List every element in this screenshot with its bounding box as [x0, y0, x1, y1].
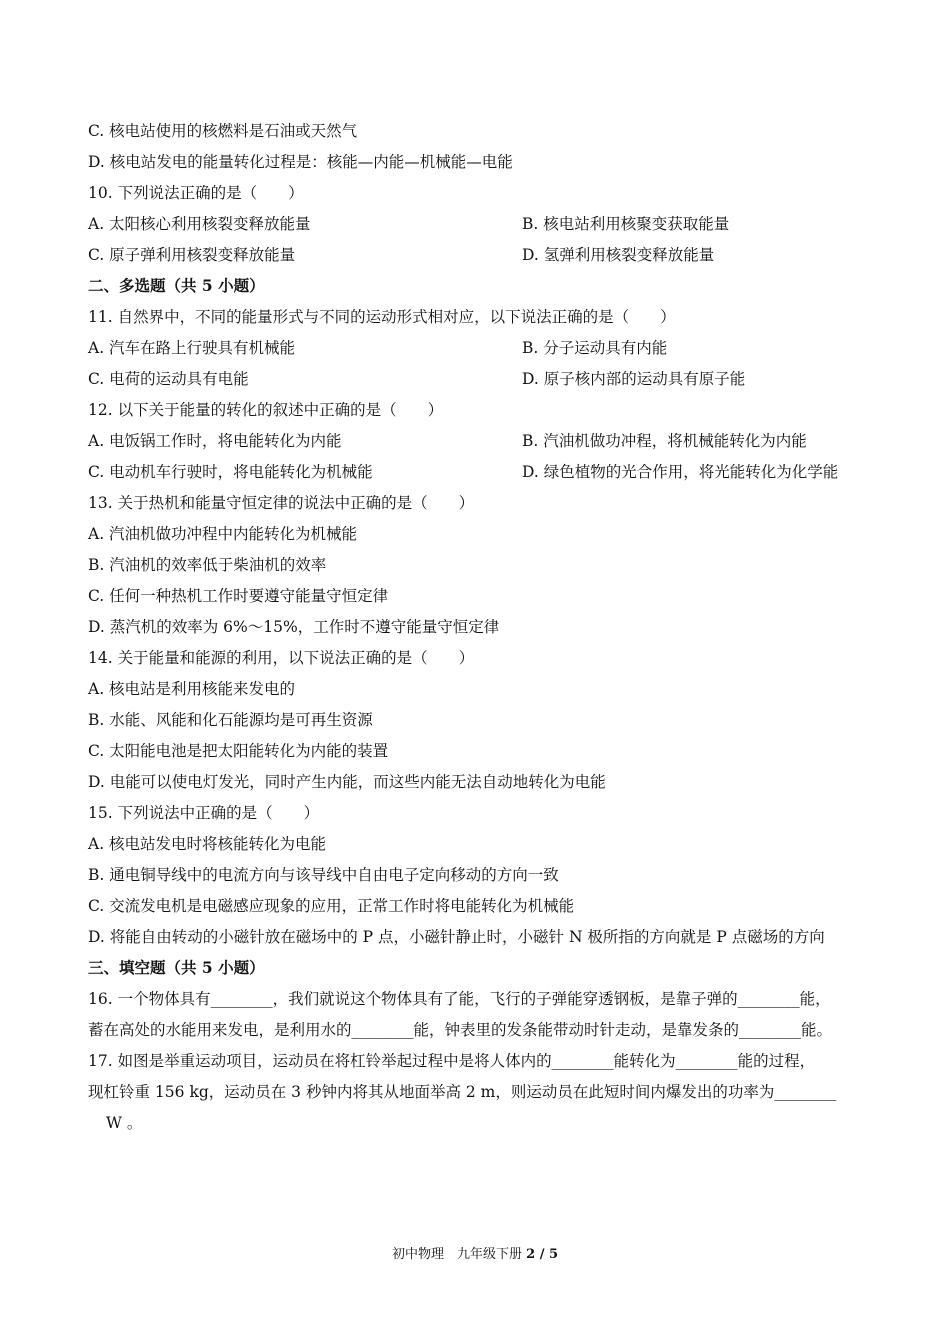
- section-heading-multiple-choice: 二、多选题（共 5 小题）: [88, 276, 265, 295]
- q11-options-cd: [88, 369, 746, 389]
- q13-option-a: A. 汽油机做功冲程中内能转化为机械能: [88, 525, 358, 543]
- q15-option-d: D. 将能自由转动的小磁针放在磁场中的 P 点，小磁针静止时，小磁针 N 极所指的方向就是 P 点磁场的方向: [88, 928, 825, 946]
- q15-option-a: A. 核电站发电时将核能转化为电能: [88, 835, 327, 853]
- q13-option-d: D. 蒸汽机的效率为 6%～15%，工作时不遵守能量守恒定律: [88, 618, 500, 636]
- q11-option-b: B. 分子运动具有内能: [522, 339, 668, 357]
- q13-option-c: C. 任何一种热机工作时要遵守能量守恒定律: [88, 587, 389, 605]
- q14-option-b: B. 水能、风能和化石能源均是可再生资源: [88, 711, 373, 729]
- q12-options-cd: [88, 462, 839, 482]
- q12-options-ab: [88, 431, 807, 451]
- q13-option-b: B. 汽油机的效率低于柴油机的效率: [88, 556, 327, 574]
- q11-stem: 11. 自然界中，不同的能量形式与不同的运动形式相对应，以下说法正确的是（ ）: [88, 308, 676, 326]
- q14-option-c: C. 太阳能电池是把太阳能转化为内能的装置: [88, 742, 389, 760]
- q10-option-d: D. 氢弹利用核裂变释放能量: [522, 246, 715, 264]
- footer-page-number: 2 / 5: [526, 1247, 559, 1262]
- q12-option-c: C. 电动机车行驶时，将电能转化为机械能: [88, 463, 373, 481]
- q17-line-2: 现杠铃重 156 kg，运动员在 3 秒钟内将其从地面举高 2 m，则运动员在此短时间内爆发出的功率为________: [88, 1083, 837, 1101]
- q11-option-a: A. 汽车在路上行驶具有机械能: [88, 339, 296, 357]
- q10-option-a: A. 太阳核心利用核裂变释放能量: [88, 215, 311, 233]
- q11-option-d: D. 原子核内部的运动具有原子能: [522, 370, 746, 388]
- q14-option-a: A. 核电站是利用核能来发电的: [88, 680, 296, 698]
- q10-option-c: C. 原子弹利用核裂变释放能量: [88, 246, 296, 264]
- footer-course: 初中物理 九年级下册: [391, 1247, 522, 1262]
- q17-line-3: W 。: [106, 1114, 143, 1132]
- q13-stem: 13. 关于热机和能量守恒定律的说法中正确的是（ ）: [88, 494, 475, 512]
- q11-option-c: C. 电荷的运动具有电能: [88, 370, 249, 388]
- q12-option-d: D. 绿色植物的光合作用，将光能转化为化学能: [522, 463, 839, 481]
- q10-options-ab: [88, 214, 730, 234]
- q17-line-1: 17. 如图是举重运动项目，运动员在将杠铃举起过程中是将人体内的________能转化为________能的过程，: [88, 1052, 816, 1070]
- q10-stem: 10. 下列说法正确的是（ ）: [88, 184, 304, 202]
- q14-option-d: D. 电能可以使电灯发光，同时产生内能，而这些内能无法自动地转化为电能: [88, 773, 606, 791]
- section-heading-fill-blank: 三、填空题（共 5 小题）: [88, 958, 265, 977]
- page-footer: [0, 1246, 950, 1264]
- q12-stem: 12. 以下关于能量的转化的叙述中正确的是（ ）: [88, 401, 444, 419]
- q9-option-c: C. 核电站使用的核燃料是石油或天然气: [88, 122, 358, 140]
- q14-stem: 14. 关于能量和能源的利用，以下说法正确的是（ ）: [88, 649, 475, 667]
- q11-options-ab: [88, 338, 668, 358]
- q12-option-a: A. 电饭锅工作时，将电能转化为内能: [88, 432, 342, 450]
- q10-option-b: B. 核电站利用核聚变获取能量: [522, 215, 730, 233]
- q9-option-d: D. 核电站发电的能量转化过程是：核能—内能—机械能—电能: [88, 153, 513, 171]
- q15-stem: 15. 下列说法中正确的是（ ）: [88, 804, 320, 822]
- q16-line-1: 16. 一个物体具有________，我们就说这个物体具有了能，飞行的子弹能穿透钢板，是靠子弹的________能，: [88, 990, 831, 1008]
- q10-options-cd: [88, 245, 715, 265]
- q16-line-2: 蓄在高处的水能用来发电，是利用水的________能，钟表里的发条能带动时针走动，是靠发条的________能。: [88, 1021, 833, 1039]
- q12-option-b: B. 汽油机做功冲程，将机械能转化为内能: [522, 432, 807, 450]
- q15-option-c: C. 交流发电机是电磁感应现象的应用，正常工作时将电能转化为机械能: [88, 897, 575, 915]
- q15-option-b: B. 通电铜导线中的电流方向与该导线中自由电子定向移动的方向一致: [88, 866, 559, 884]
